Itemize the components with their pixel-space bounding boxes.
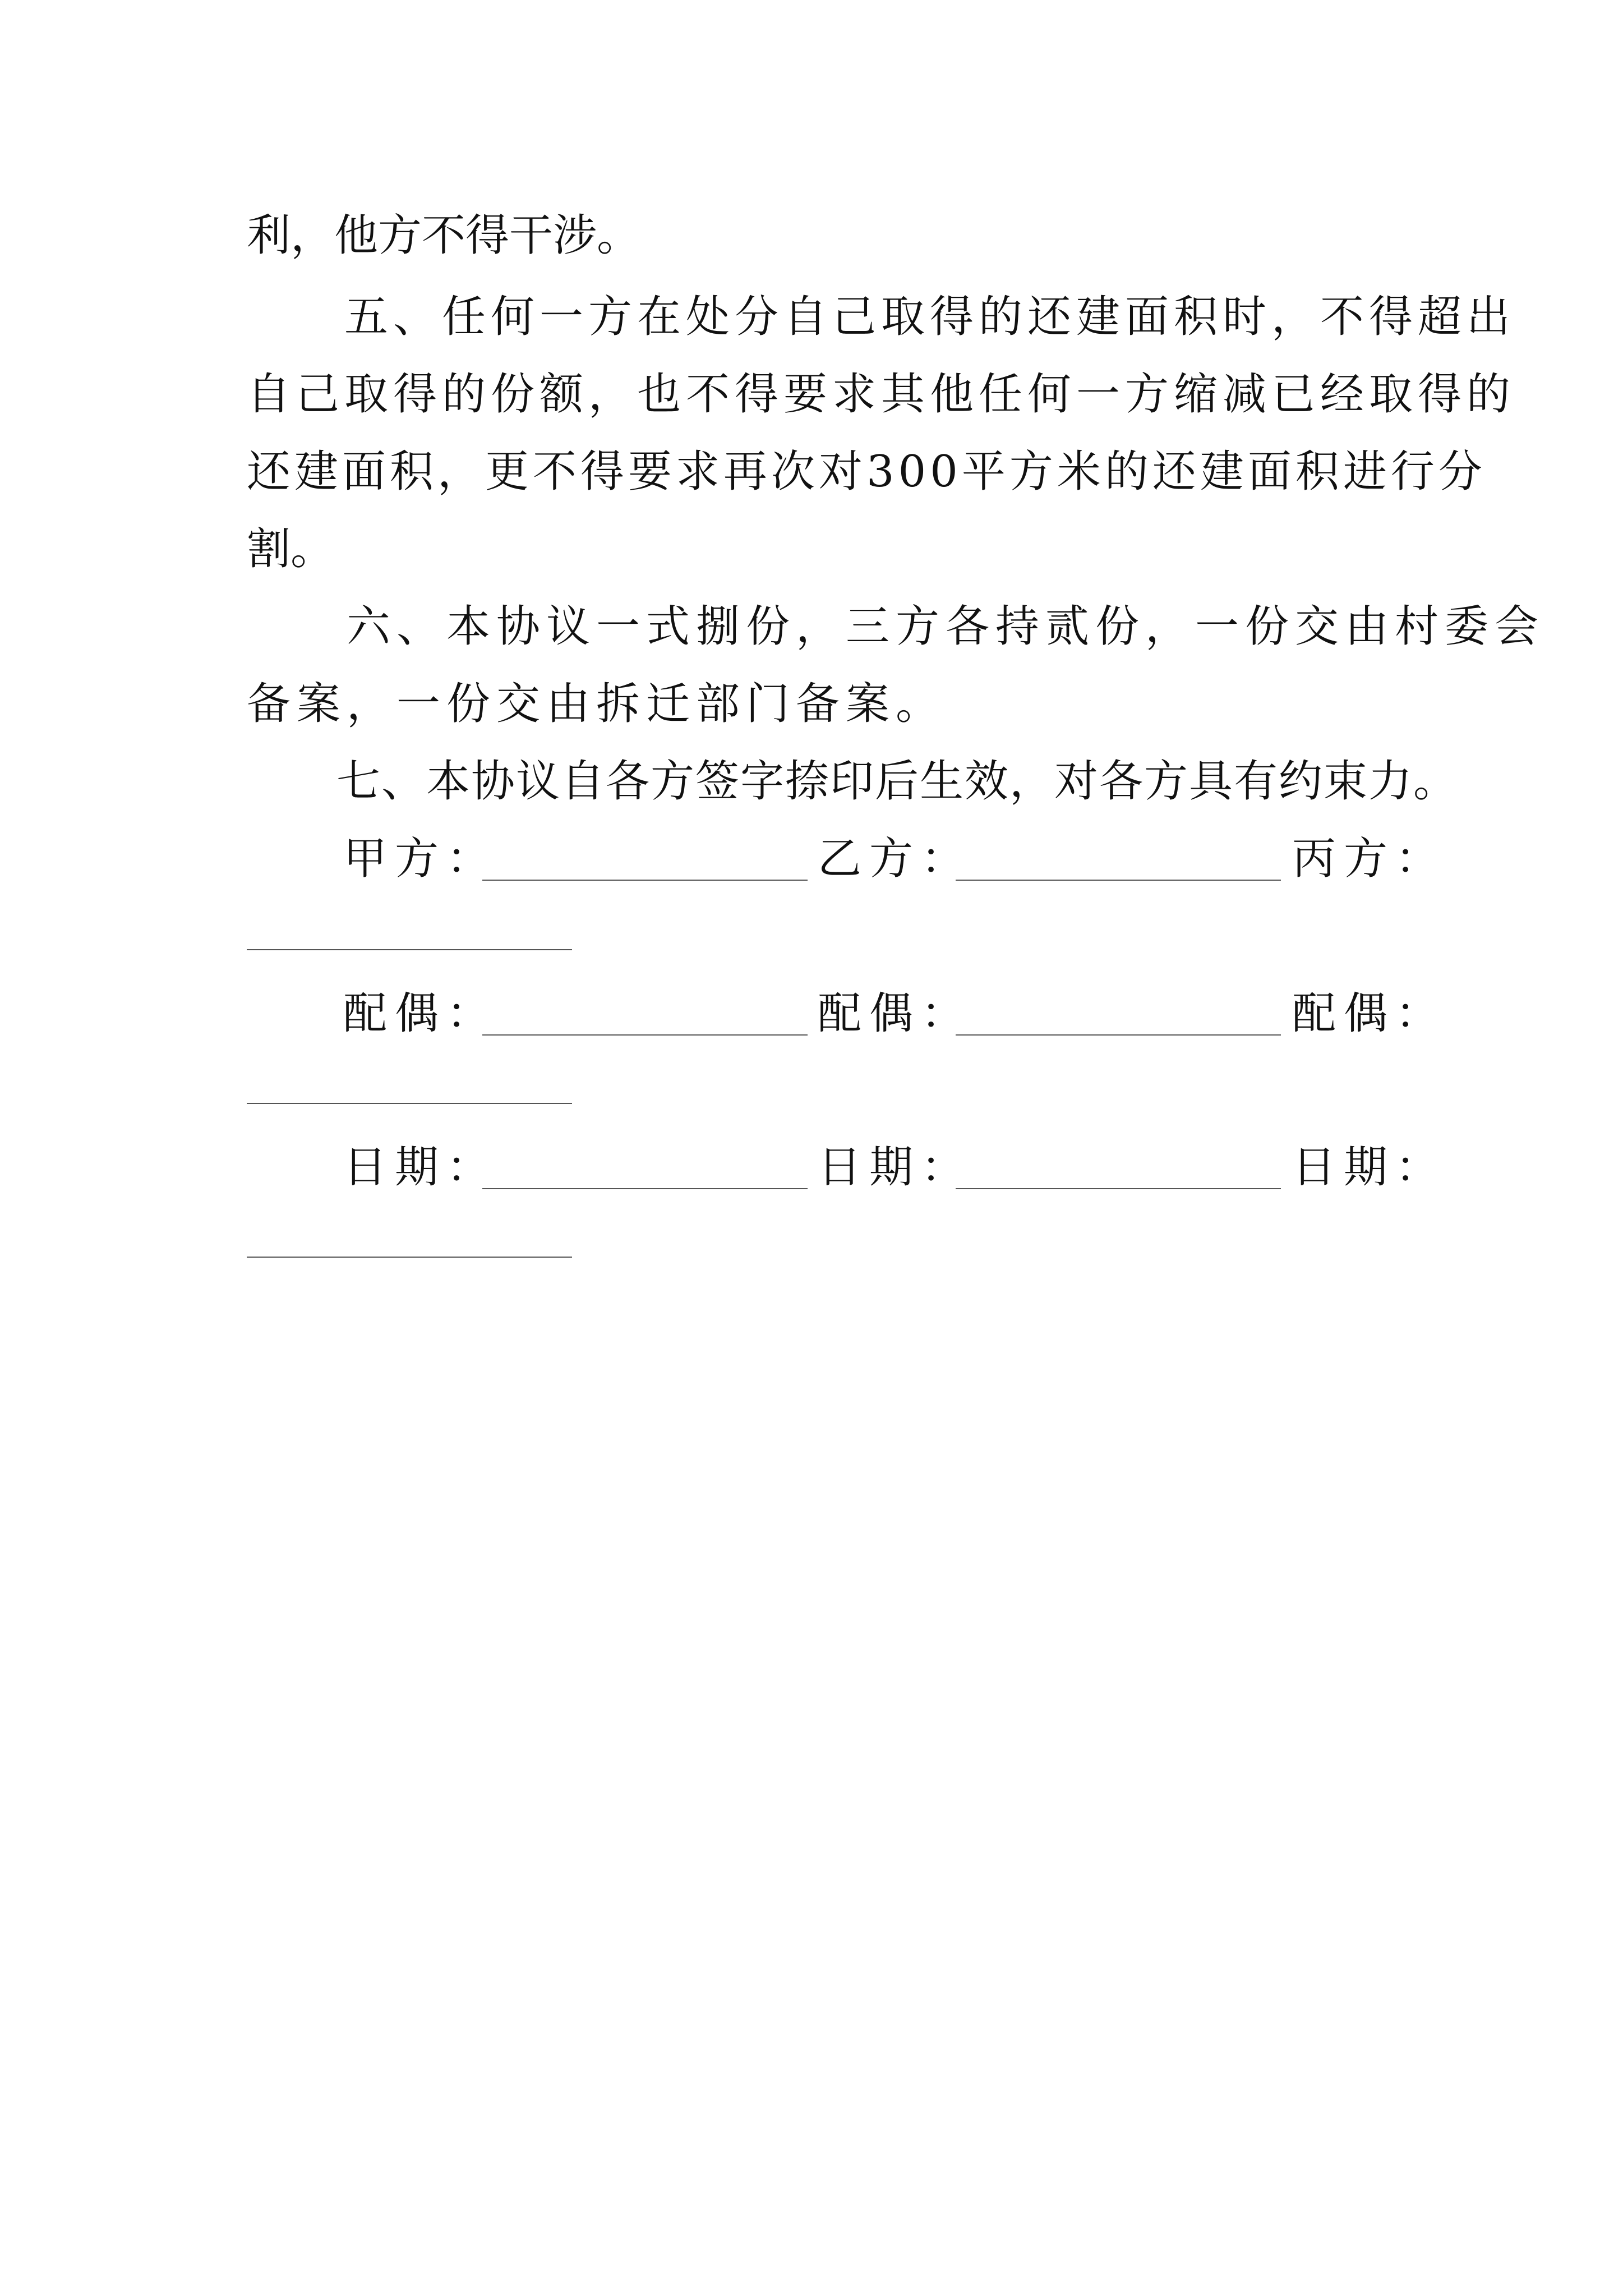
party-b-label: 乙方： [818,834,973,884]
party-b-signature-line[interactable] [956,880,1281,881]
clause-6-line-2: 备案，一份交由拆迁部门备案。 [247,679,946,729]
spouse-c-signature-line[interactable] [247,1103,572,1104]
party-c-label: 丙方： [1292,834,1447,884]
signature-row-dates [247,1137,1447,1198]
date-c-line[interactable] [247,1257,572,1258]
date-c-label: 日期： [1292,1142,1447,1193]
party-a-label: 甲方： [343,834,499,884]
clause-5-line-1: 五、任何一方在处分自己取得的还建面积时，不得超出 [247,292,1516,342]
text-line [247,518,1391,580]
clause-5-line-4: 割。 [247,524,335,574]
clause-5-line-3: 还建面积，更不得要求再次对300平方米的还建面积进行分 [247,447,1486,497]
clause-5-line-2: 自己取得的份额，也不得要求其他任何一方缩减已经取得的 [247,369,1516,420]
text-line [247,751,1459,812]
spouse-a-signature-line[interactable] [482,1034,808,1036]
text-line [247,286,1516,348]
date-b-label: 日期： [818,1142,973,1193]
date-b-line[interactable] [956,1188,1281,1189]
spouse-c-label: 配偶： [1292,988,1447,1039]
spouse-a-label: 配偶： [343,988,499,1039]
paragraph-4-continuation: 利，他方不得干涉。 [247,210,641,261]
text-line [247,673,1391,735]
party-c-signature-line[interactable] [247,949,572,950]
spouse-b-signature-line[interactable] [956,1034,1281,1036]
clause-7-line-1: 七、本协议自各方签字捺印后生效，对各方具有约束力。 [247,756,1459,807]
signature-row-parties [247,828,1447,890]
date-a-line[interactable] [482,1188,808,1189]
date-a-label: 日期： [343,1142,499,1193]
spouse-b-label: 配偶： [818,988,973,1039]
signature-row-spouses [247,983,1447,1045]
party-a-signature-line[interactable] [482,880,808,881]
text-line [247,441,1486,503]
text-line [247,596,1545,657]
text-line [247,205,1391,266]
clause-6-line-1: 六、本协议一式捌份，三方各持贰份，一份交由村委会 [247,601,1545,652]
text-line [247,364,1516,425]
